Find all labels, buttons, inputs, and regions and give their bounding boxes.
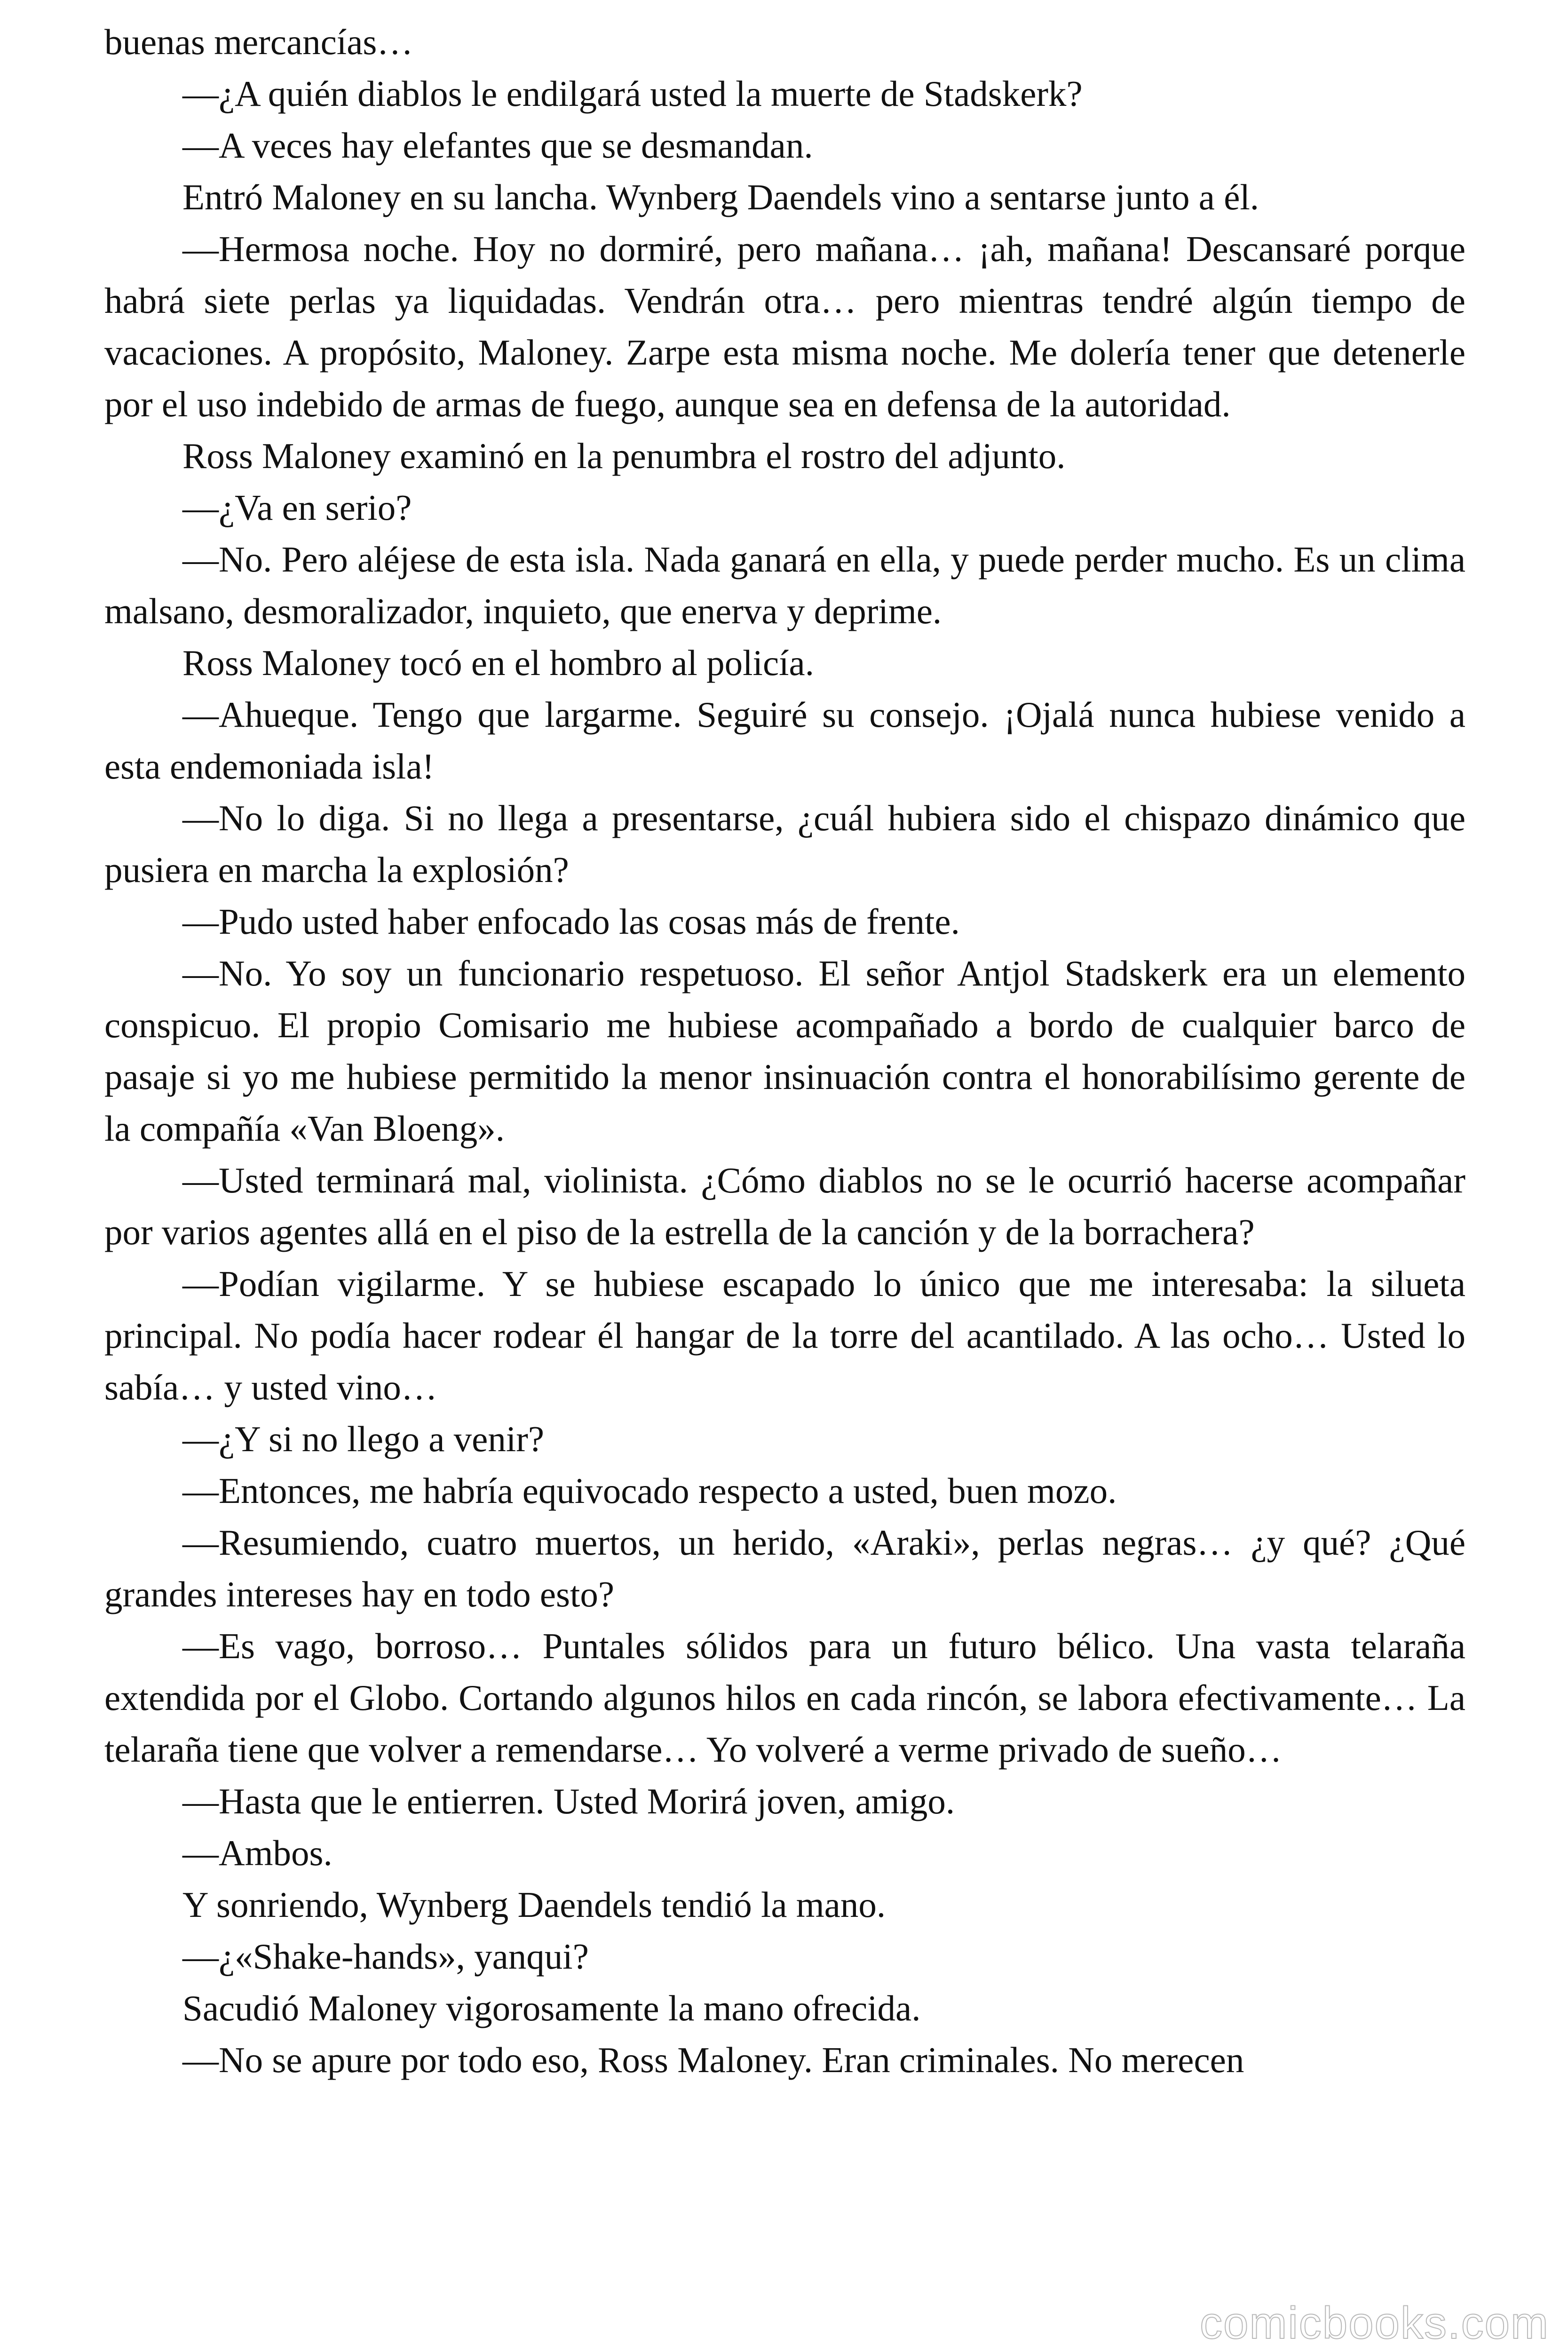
paragraph: —Resumiendo, cuatro muertos, un herido, «Araki», perlas negras… ¿y qué? ¿Qué grandes intereses hay en todo esto? — [104, 1522, 1465, 1614]
paragraph: —Ahueque. Tengo que largarme. Seguiré su consejo. ¡Ojalá nunca hubiese venido a esta endemoniada isla! — [104, 694, 1465, 787]
paragraph: —¿Y si no llego a venir? — [182, 1419, 545, 1459]
paragraph: —¿A quién diablos le endilgará usted la muerte de Stadskerk? — [182, 73, 1083, 114]
paragraph: Entró Maloney en su lancha. Wynberg Daendels vino a sentarse junto a él. — [182, 177, 1259, 217]
paragraph: —¿Va en serio? — [182, 487, 412, 528]
paragraph: Y sonriendo, Wynberg Daendels tendió la mano. — [182, 1884, 886, 1925]
paragraph: —Usted terminará mal, violinista. ¿Cómo diablos no se le ocurrió hacerse acompañar por varios agentes allá en el piso de la estrella de la canción y de la borrachera? — [104, 1160, 1465, 1252]
page-body-text — [104, 16, 1465, 2086]
paragraph: —No lo diga. Si no llega a presentarse, ¿cuál hubiera sido el chispazo dinámico que pusiera en marcha la explosión? — [104, 798, 1465, 890]
paragraph: —¿«Shake-hands», yanqui? — [182, 1936, 589, 1977]
paragraph: —Hasta que le entierren. Usted Morirá joven, amigo. — [182, 1781, 955, 1821]
paragraph: —Entonces, me habría equivocado respecto a usted, buen mozo. — [182, 1470, 1117, 1511]
paragraph: —A veces hay elefantes que se desmandan. — [182, 125, 813, 166]
paragraph: —Ambos. — [182, 1833, 333, 1873]
watermark: comicbooks.com — [1200, 2298, 1549, 2348]
paragraph: Sacudió Maloney vigorosamente la mano ofrecida. — [182, 1988, 921, 2028]
paragraph: Ross Maloney tocó en el hombro al policía. — [182, 643, 814, 683]
paragraph: —No. Pero aléjese de esta isla. Nada ganará en ella, y puede perder mucho. Es un clima malsano, desmoralizador, inquieto, que enerva y deprime. — [104, 539, 1465, 631]
paragraph: —Pudo usted haber enfocado las cosas más de frente. — [182, 901, 960, 942]
paragraph: —No. Yo soy un funcionario respetuoso. El señor Antjol Stadskerk era un elemento conspicuo. El propio Comisario me hubiese acompañado a bordo de cualquier barco de pasaje si yo me hubiese permitido la menor insinuación contra el honorabilísimo gerente de la compañía «Van Bloeng». — [104, 953, 1465, 1149]
paragraph: —No se apure por todo eso, Ross Maloney. Eran criminales. No merecen — [182, 2040, 1244, 2080]
paragraph: Ross Maloney examinó en la penumbra el rostro del adjunto. — [182, 436, 1066, 476]
paragraph: —Podían vigilarme. Y se hubiese escapado lo único que me interesaba: la silueta principal. No podía hacer rodear él hangar de la torre del acantilado. A las ocho… Usted lo sabía… y usted vino… — [104, 1263, 1465, 1407]
paragraph: —Es vago, borroso… Puntales sólidos para un futuro bélico. Una vasta telaraña extendida por el Globo. Cortando algunos hilos en cada rincón, se labora efectivamente… La telaraña tiene que volver a remendarse… Yo volveré a verme privado de sueño… — [104, 1626, 1465, 1770]
paragraph-continuation: buenas mercancías… — [104, 22, 413, 62]
paragraph: —Hermosa noche. Hoy no dormiré, pero mañana… ¡ah, mañana! Descansaré porque habrá siete perlas ya liquidadas. Vendrán otra… pero mientras tendré algún tiempo de vacaciones. A propósito, Maloney. Zarpe esta misma noche. Me dolería tener que detenerle por el uso indebido de armas de fuego, aunque sea en defensa de la autoridad. — [104, 229, 1465, 424]
